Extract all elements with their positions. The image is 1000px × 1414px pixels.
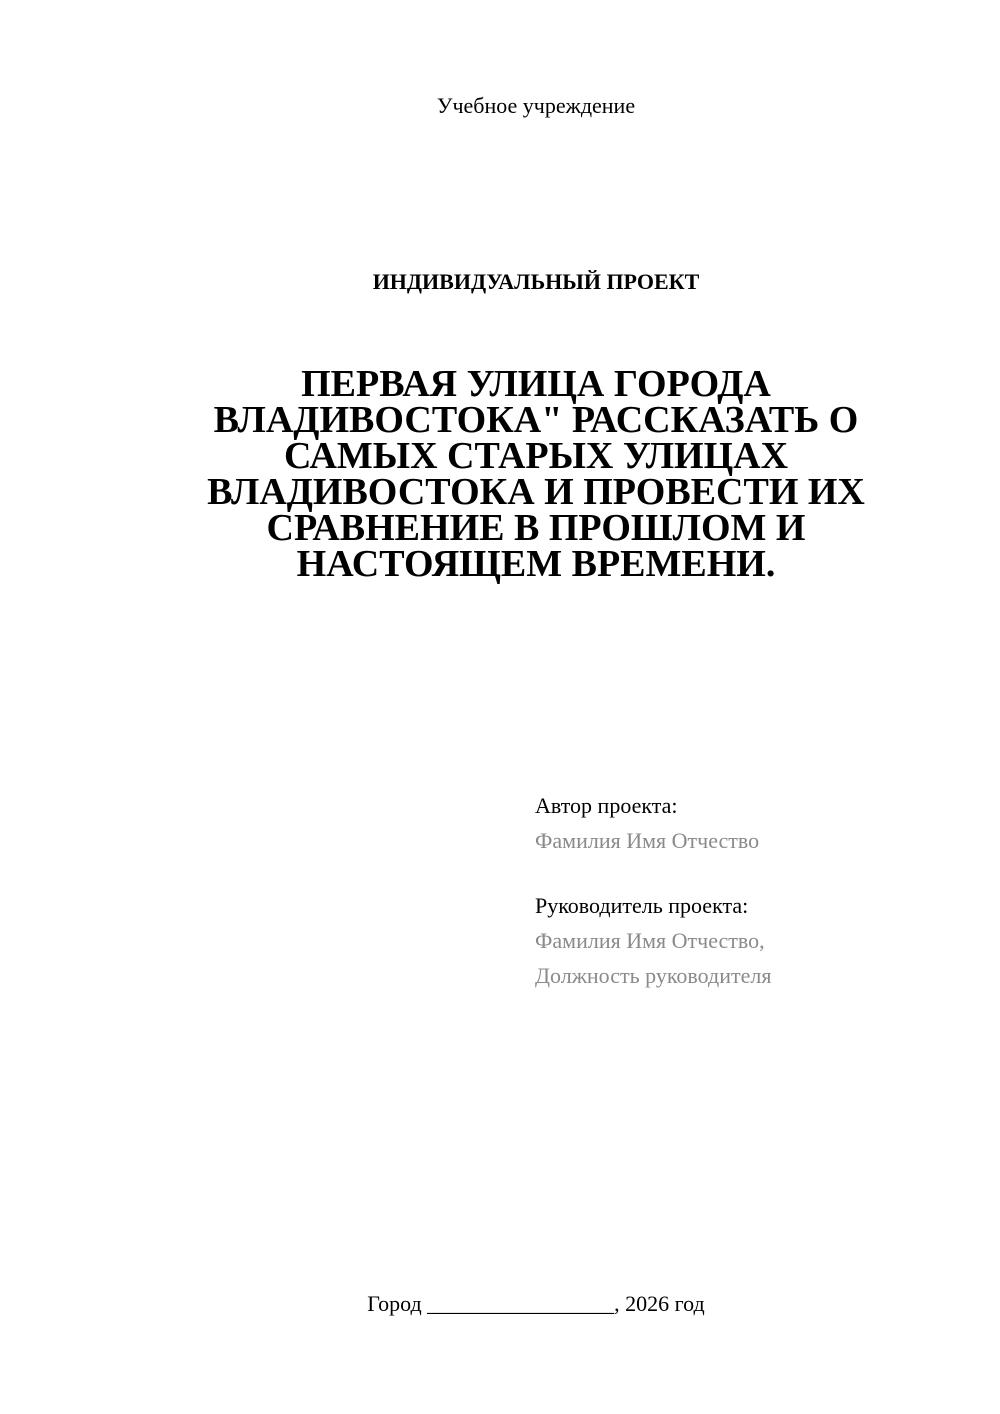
institution-name: Учебное учреждение <box>436 93 636 118</box>
info-spacer <box>535 858 975 888</box>
supervisor-label: Руководитель проекта: <box>535 893 749 918</box>
author-label: Автор проекта: <box>535 793 678 818</box>
document-type: ИНДИВИДУАЛЬНЫЙ ПРОЕКТ <box>372 269 700 294</box>
supervisor-name: Фамилия Имя Отчество, <box>535 928 765 953</box>
supervisor-position: Должность руководителя <box>535 963 772 988</box>
city-year-footer: Город _________________, 2026 год <box>367 1291 705 1316</box>
author-name: Фамилия Имя Отчество <box>535 828 760 853</box>
project-info-block <box>535 788 975 993</box>
project-title: ПЕРВАЯ УЛИЦА ГОРОДА ВЛАДИВОСТОКА" РАССКАЗАТЬ О САМЫХ СТАРЫХ УЛИЦАХ ВЛАДИВОСТОКА И ПРОВЕСТИ ИХ СРАВНЕНИЕ В ПРОШЛОМ И НАСТОЯЩЕМ ВРЕМЕНИ. <box>207 363 865 585</box>
